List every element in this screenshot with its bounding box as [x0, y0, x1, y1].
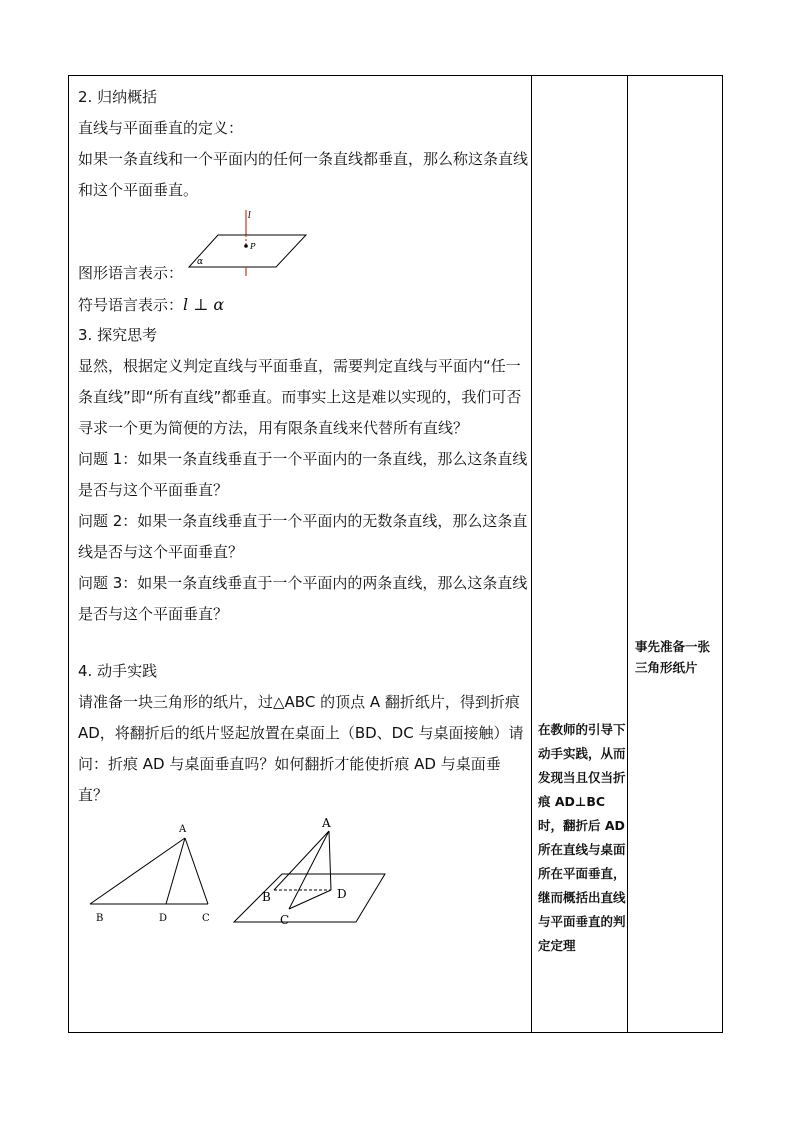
triangle-figure [90, 824, 210, 924]
vertex-label-b: B [262, 890, 271, 904]
vertex-label-a: A [322, 816, 331, 830]
symbol-language-label: 符号语言表示： [78, 296, 184, 314]
definition-text: 如果一条直线和一个平面内的任何一条直线都垂直，那么称这条直线和这个平面垂直。 [78, 150, 529, 199]
symbol-expression: l ⊥ α [183, 295, 225, 314]
content-column [78, 82, 530, 931]
column-divider [627, 76, 628, 1032]
point-label: P [250, 242, 256, 251]
fold-crease [166, 838, 185, 904]
plane-label: α [197, 257, 204, 267]
plane-parallelogram [189, 235, 306, 267]
line-label: l [248, 211, 251, 221]
column-divider [531, 76, 532, 1032]
question-2: 问题 2：如果一条直线垂直于一个平面内的无数条直线，那么这条直线是否与这个平面垂直？ [78, 512, 528, 561]
practice-text: 请准备一块三角形的纸片，过△ABC 的顶点 A 翻折纸片，得到折痕 AD，将翻折后的纸片竖起放置在桌面上（BD、DC 与桌面接触）请问：折痕 AD 与桌面垂直吗？如何翻折才能使折痕 AD 与桌面垂直？ [78, 693, 524, 804]
vertex-label-c: C [202, 913, 210, 924]
foot-point [244, 244, 248, 248]
symbol-language-row [78, 289, 530, 320]
line-plane-figure [78, 206, 530, 267]
definition-title: 直线与平面垂直的定义： [78, 119, 244, 137]
teacher-guidance-note: 在教师的引导下动手实践，从而发现当且仅当折痕 AD⊥BC 时，翻折后 AD 所在直线与桌面所在平面垂直，继而概括出直线与平面垂直的判定定理 [538, 722, 626, 953]
preparation-note: 事先准备一张三角形纸片 [635, 639, 711, 675]
question-1: 问题 1：如果一条直线垂直于一个平面内的一条直线，那么这条直线是否与这个平面垂直？ [78, 450, 528, 499]
graphic-language-label: 图形语言表示： [78, 264, 184, 282]
question-3: 问题 3：如果一条直线垂直于一个平面内的两条直线，那么这条直线是否与这个平面垂直？ [78, 574, 528, 623]
vertex-label-d: D [159, 913, 168, 924]
vertex-label-b: B [96, 913, 104, 924]
table-plane [234, 874, 385, 922]
explore-text: 显然，根据定义判定直线与平面垂直，需要判定直线与平面内“任一条直线”即“所有直线”都垂直。而事实上这是难以实现的，我们可否寻求一个更为简便的方法，用有限条直线来代替所有直线？ [78, 357, 522, 437]
section-heading: 4. 动手实践 [78, 662, 158, 680]
folded-paper-figure [234, 816, 385, 927]
vertex-label-c: C [280, 913, 290, 927]
vertex-label-d: D [337, 887, 347, 901]
folding-figures [78, 811, 530, 931]
lesson-table [68, 75, 723, 1033]
section-heading: 2. 归纳概括 [78, 88, 158, 106]
section-heading: 3. 探究思考 [78, 326, 158, 344]
vertex-label-a: A [179, 824, 187, 835]
